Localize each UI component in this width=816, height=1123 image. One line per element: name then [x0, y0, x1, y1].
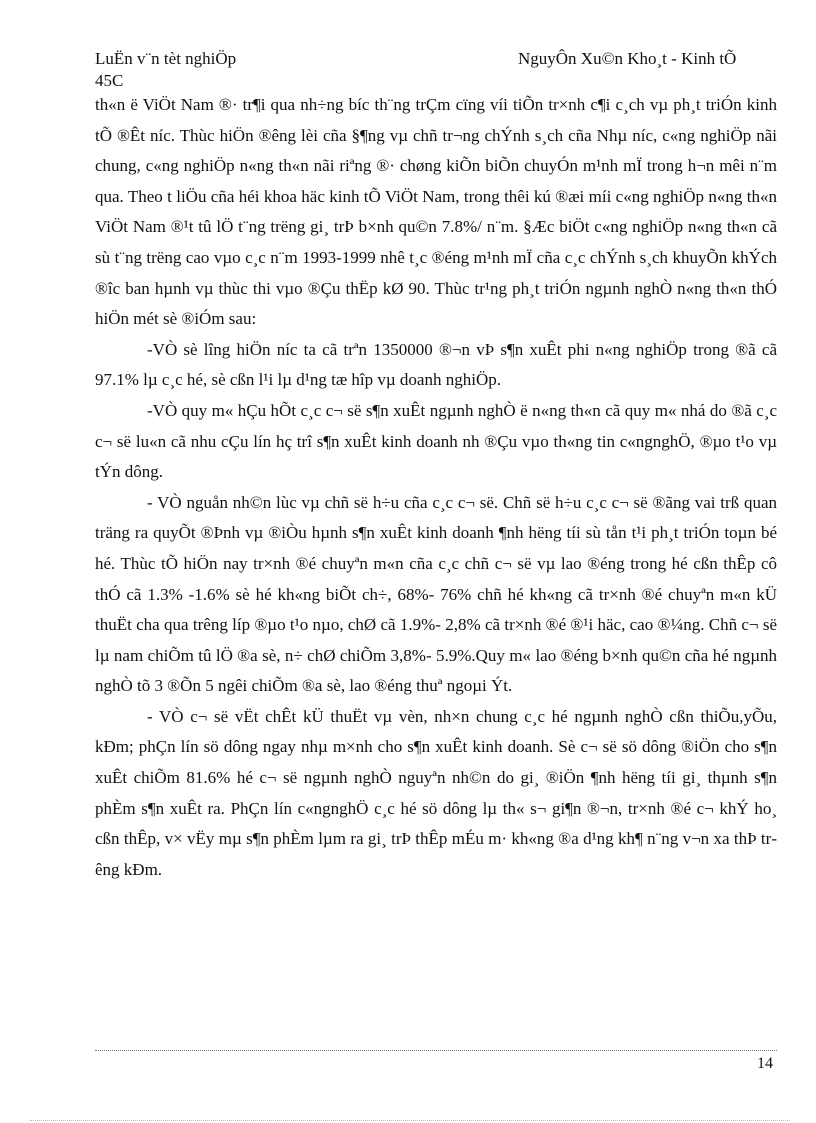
header-author: NguyÔn Xu©n Kho¸t - Kinh tÕ — [518, 49, 737, 68]
page-number: 14 — [757, 1055, 773, 1072]
header-thesis-title: LuËn v¨n tèt nghiÖp — [95, 49, 237, 68]
footer-divider — [95, 1050, 777, 1051]
paragraph-infrastructure: - VÒ c¬ së vËt chÊt kÜ thuËt vµ vèn, nh×n chung c¸c hé ngµnh nghÒ cßn thiÕu,yÕu, kÐm; phÇn lín sö dông ngay nhµ m×nh cho s¶n xuÊt kinh doanh. Sè c¬ së sö dông ®iÖn cho s¶n xuÊt chiÕm 81.6% hé c¬ së ngµnh nghÒ nguyªn nh©n do gi¸ ®iÖn ¶nh hëng tíi gi¸ thµnh s¶n phÈm s¶n xuÊt ra. PhÇn lín c«ngnghÖ c¸c hé sö dông lµ th« s¬ gi¶n ®¬n, tr×nh ®é c¬ khÝ ho¸ cßn thÊp, v× vËy mµ s¶n phÈm lµm ra gi¸ trÞ thÊp mÉu m· kh«ng ®a d¹ng kh¶ n¨ng v¬n xa thÞ trêng kÐm. — [95, 706, 777, 879]
paragraph-intro: th«n ë ViÖt Nam ®· tr¶i qua nh÷ng bíc th¨ng trÇm cïng víi tiÕn tr×nh c¶i c¸ch vµ ph¸t triÓn kinh tÕ ®Êt níc. Thùc hiÖn ®êng lèi cña §¶ng vµ chñ tr¬ng chÝnh s¸ch cña Nhµ níc, c«ng nghiÖp nãi chung, c«ng nghiÖp n«ng th«n nãi riªng ®· chøng kiÕn biÕn chuyÓn m¹nh mÏ trong h¬n mêi n¨m qua. Theo t liÖu cña héi khoa häc kinh tÕ ViÖt Nam, trong thêi kú ®æi míi c«ng nghiÖp n«ng th«n ViÖt Nam ®¹t tû lÖ t¨ng trëng gi¸ trÞ b×nh qu©n 7.8%/ n¨m. §Æc biÖt c«ng nghiÖp n«ng th«n cã sù t¨ng trëng cao vµo c¸c n¨m 1993-1999 nhê t¸c ®éng m¹nh mÏ cña c¸c chÝnh s¸ch khuyÕn khÝch ®îc ban hµnh vµ thùc thi vµo ®Çu thËp kØ 90. Thùc tr¹ng ph¸t triÓn ngµnh nghÒ n«ng th«n thÓ hiÖn mét sè ®iÓm sau: — [95, 95, 777, 329]
paragraph-quantity: -VÒ sè lîng hiÖn níc ta cã trªn 1350000 ®¬n vÞ s¶n xuÊt phi n«ng nghiÖp trong ®ã cã 97.1% lµ c¸c hé, sè cßn l¹i lµ d¹ng tæ hîp vµ doanh nghiÖp. — [95, 339, 777, 390]
page-bottom-edge — [30, 1120, 790, 1121]
document-body — [95, 90, 777, 885]
header-class-code: 45C — [95, 71, 124, 90]
paragraph-human-resources: - VÒ nguån nh©n lùc vµ chñ së h÷u cña c¸c c¬ së. Chñ së h÷u c¸c c¬ së ®ãng vai trß quan träng ra quyÕt ®Þnh vµ ®iÒu hµnh s¶n xuÊt kinh doanh ¶nh hëng tíi sù tån t¹i ph¸t triÓn toµn bé hé. Thùc tÕ hiÖn nay tr×nh ®é chuyªn m«n cña c¸c chñ c¬ së vµ lao ®éng trong hé cßn thÊp cô thÓ cã 1.3% -1.6% sè hé kh«ng biÕt ch÷, 68%- 76% chñ hé kh«ng cã tr×nh ®é chuyªn m«n kÜ thuËt cha qua trêng líp ®µo t¹o nµo, chØ cã 1.9%- 2,8% cã tr×nh ®é ®¹i häc, cao ®¼ng. Chñ c¬ së lµ nam chiÕm tû lÖ ®a sè, n÷ chØ chiÕm 3,8%- 5.9%.Quy m« lao ®éng b×nh qu©n cña hé ngµnh nghÒ tõ 3 ®Õn 5 ngêi chiÕm ®a sè, lao ®éng thuª ngoµi Ýt. — [95, 492, 777, 696]
header-left — [95, 48, 236, 92]
paragraph-scale: -VÒ quy m« hÇu hÕt c¸c c¬ së s¶n xuÊt ngµnh nghÒ ë n«ng th«n cã quy m« nhá do ®ã c¸c c¬ së lu«n cã nhu cÇu lín hç trî s¶n xuÊt kinh doanh nh ®Çu vµo th«ng tin c«ngnghÖ, ®µo t¹o vµ tÝn dông. — [95, 400, 777, 482]
